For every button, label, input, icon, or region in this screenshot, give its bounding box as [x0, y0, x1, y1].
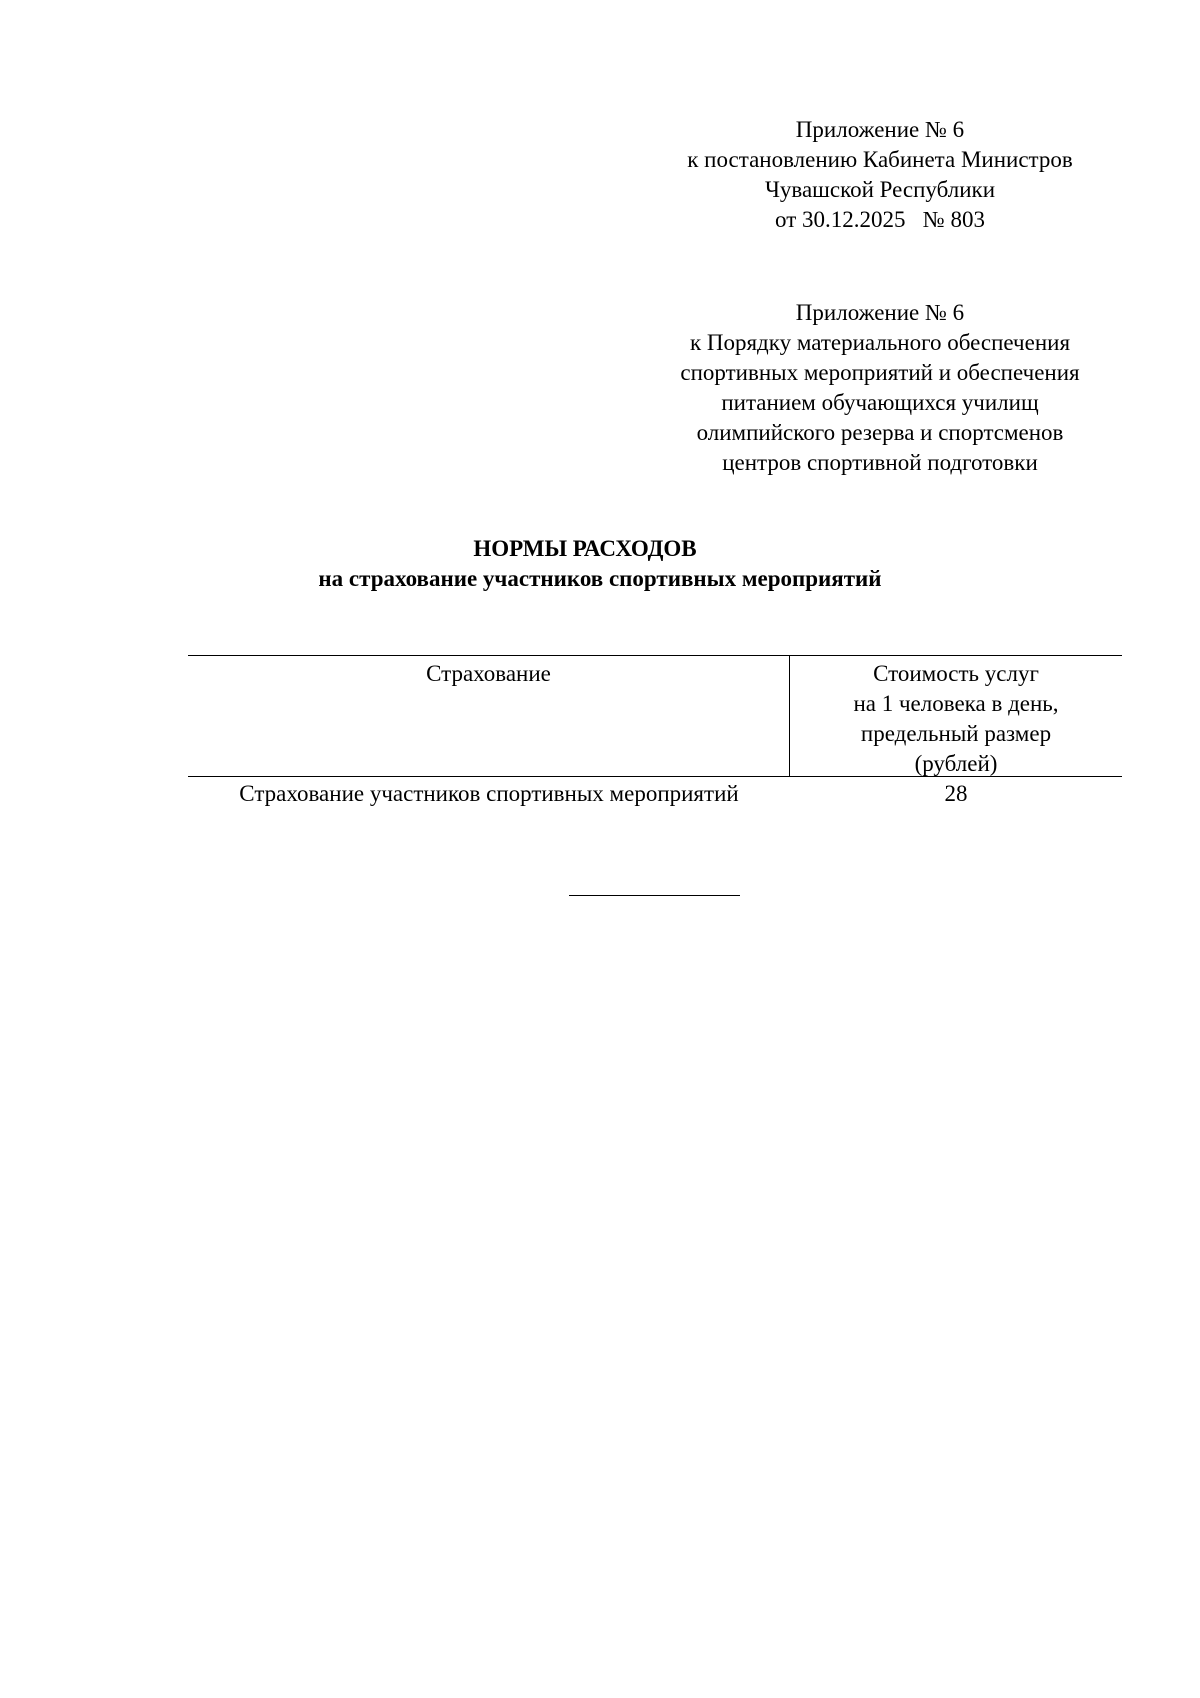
end-divider [569, 895, 740, 896]
document-subtitle: на страхование участников спортивных мероприятий [318, 566, 882, 591]
appendix-order-line: центров спортивной подготовки [722, 450, 1038, 475]
document-title-block [0, 534, 1200, 594]
table-header [188, 655, 1122, 777]
row-cost-value: 28 [944, 781, 968, 806]
appendix-order-line: к Порядку материального обеспечения [689, 330, 1071, 355]
row-insurance-name: Страхование участников спортивных мероприятий [239, 781, 739, 806]
appendix-order-line: Приложение № 6 [795, 300, 965, 325]
table-row [188, 777, 1122, 811]
appendix-decree-line: Чувашской Республики [764, 177, 996, 202]
header-cost-line: на 1 человека в день, [853, 691, 1059, 716]
document-title: НОРМЫ РАСХОДОВ [473, 536, 697, 561]
header-cost-line: предельный размер [860, 721, 1052, 746]
header-cost-line: (рублей) [914, 751, 998, 776]
appendix-decree-date-number: от 30.12.2025 № 803 [775, 207, 985, 232]
header-cost [790, 656, 1122, 776]
appendix-decree-line: Приложение № 6 [795, 117, 965, 142]
appendix-order-line: олимпийского резерва и спортсменов [696, 420, 1064, 445]
appendix-order-line: спортивных мероприятий и обеспечения [680, 360, 1080, 385]
appendix-order-block [620, 298, 1140, 478]
header-cost-line: Стоимость услуг [873, 661, 1039, 686]
appendix-decree-line: к постановлению Кабинета Министров [687, 147, 1073, 172]
appendix-order-line: питанием обучающихся училищ [721, 390, 1039, 415]
header-insurance: Страхование [188, 656, 790, 776]
norms-table [188, 655, 1122, 811]
appendix-decree-block [620, 115, 1140, 235]
